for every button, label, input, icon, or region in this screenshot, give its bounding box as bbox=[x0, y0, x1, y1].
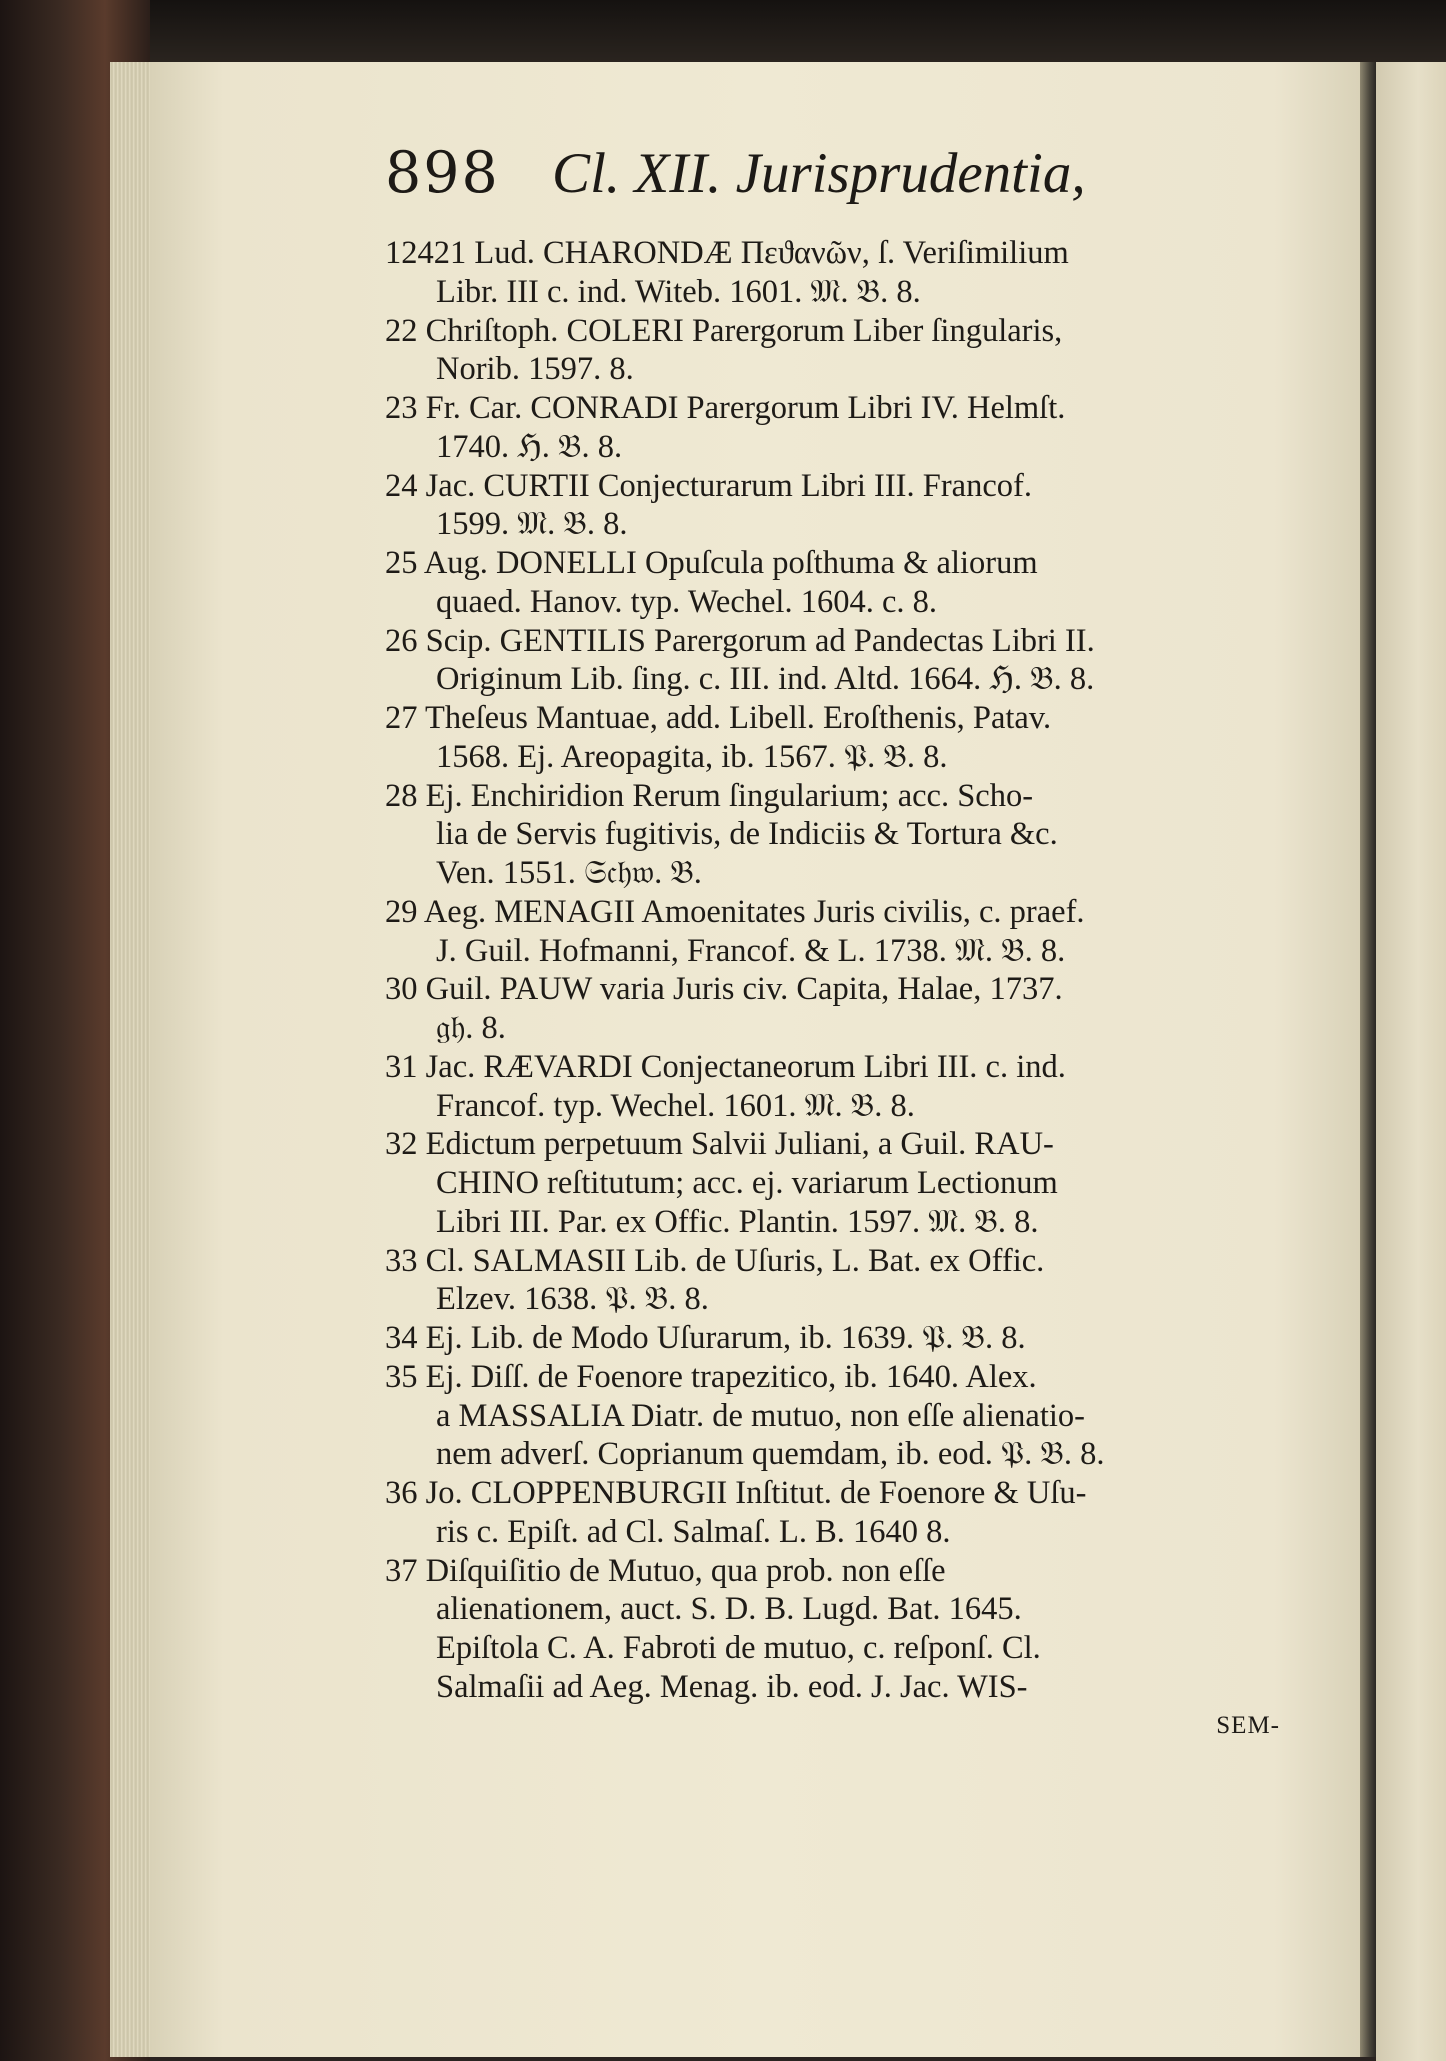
entry-line: 26 Scip. GENTILIS Parergorum ad Pandectas Libri II. bbox=[385, 622, 1095, 659]
entry-line: CHINO reſtitutum; acc. ej. variarum Lectionum bbox=[436, 1165, 1058, 1201]
entry-line: 24 Jac. CURTII Conjecturarum Libri III. Francof. bbox=[385, 467, 1032, 504]
entry-line: lia de Servis fugitivis, de Indiciis & Tortura &c. bbox=[436, 816, 1058, 853]
entry-line: 1599. 𝔐. 𝔅. 8. bbox=[436, 506, 628, 543]
entry-line: J. Guil. Hofmanni, Francof. & L. 1738. 𝔐. 𝔅. 8. bbox=[436, 932, 1066, 969]
running-header bbox=[385, 140, 1285, 220]
entry-line: Epiſtola C. A. Fabroti de mutuo, c. reſponſ. Cl. bbox=[436, 1630, 1041, 1666]
entry-line: 23 Fr. Car. CONRADI Parergorum Libri IV. Helmſt. bbox=[385, 390, 1066, 426]
entry-line: Libr. III c. ind. Witeb. 1601. 𝔐. 𝔅. 8. bbox=[436, 273, 921, 310]
book-cover-top bbox=[0, 0, 1446, 62]
entry-line: Libri III. Par. ex Offic. Plantin. 1597. 𝔐. 𝔅. 8. bbox=[436, 1203, 1039, 1240]
entry-line: Francof. typ. Wechel. 1601. 𝔐. 𝔅. 8. bbox=[436, 1087, 915, 1124]
entry-line: Salmaſii ad Aeg. Menag. ib. eod. J. Jac. WIS- bbox=[436, 1668, 1028, 1705]
entry-line: 27 Theſeus Mantuae, add. Libell. Eroſthenis, Patav. bbox=[385, 700, 1052, 736]
entry-line: 28 Ej. Enchiridion Rerum ſingularium; acc. Scho- bbox=[385, 777, 1034, 814]
entry-line: 31 Jac. RÆVARDI Conjectaneorum Libri III. c. ind. bbox=[385, 1048, 1066, 1085]
entry-line: 33 Cl. SALMASII Lib. de Uſuris, L. Bat. ex Offic. bbox=[385, 1242, 1045, 1279]
entry-line: 36 Jo. CLOPPENBURGII Inſtitut. de Foenore & Uſu- bbox=[385, 1475, 1087, 1511]
book-gutter bbox=[1360, 62, 1376, 2057]
catchword: SEM- bbox=[1216, 1711, 1280, 1739]
entry-line: 32 Edictum perpetuum Salvii Juliani, a Guil. RAU- bbox=[385, 1126, 1054, 1163]
entry-line: Elzev. 1638. 𝔓. 𝔅. 8. bbox=[436, 1281, 709, 1318]
entry-line: 30 Guil. PAUW varia Juris civ. Capita, Halae, 1737. bbox=[385, 971, 1063, 1008]
facing-page-edge bbox=[1376, 62, 1446, 2061]
entry-line: ris c. Epiſt. ad Cl. Salmaſ. L. B. 1640 8. bbox=[436, 1513, 951, 1550]
running-title: Cl. XII. Jurisprudentia, bbox=[552, 142, 1086, 205]
entry-line: Originum Lib. ſing. c. III. ind. Altd. 1664. ℌ. 𝔅. 8. bbox=[436, 661, 1095, 698]
entry-line: nem adverſ. Coprianum quemdam, ib. eod. 𝔓. 𝔅. 8. bbox=[436, 1436, 1105, 1473]
entry-line: Norib. 1597. 8. bbox=[436, 351, 634, 388]
entry-line: a MASSALIA Diatr. de mutuo, non eſſe alienatio- bbox=[436, 1397, 1085, 1434]
entry-line: 35 Ej. Diſſ. de Foenore trapezitico, ib. 1640. Alex. bbox=[385, 1358, 1037, 1395]
entry-line: 25 Aug. DONELLI Opuſcula poſthuma & aliorum bbox=[385, 545, 1038, 581]
entry-line: 1568. Ej. Areopagita, ib. 1567. 𝔓. 𝔅. 8. bbox=[436, 738, 948, 775]
entry-line: quaed. Hanov. typ. Wechel. 1604. c. 8. bbox=[436, 583, 938, 620]
catalog-entries bbox=[385, 234, 1285, 1745]
entry-line: 22 Chriſtoph. COLERI Parergorum Liber ſingularis, bbox=[385, 312, 1063, 349]
entry-line: 34 Ej. Lib. de Modo Uſurarum, ib. 1639. 𝔓. 𝔅. 8. bbox=[385, 1320, 1026, 1356]
entry-line: 𝔤𝔥. 8. bbox=[436, 1010, 506, 1046]
entry-line: alienationem, auct. S. D. B. Lugd. Bat. 1645. bbox=[436, 1591, 1022, 1628]
entry-line: 37 Diſquiſitio de Mutuo, qua prob. non eſſe bbox=[385, 1552, 946, 1589]
page-number: 898 bbox=[385, 140, 500, 206]
entry-line: 12421 Lud. CHARONDÆ Πεϑανῶν, ſ. Veriſimilium bbox=[385, 235, 1069, 271]
entry-line: 29 Aeg. MENAGII Amoenitates Juris civilis, c. praef. bbox=[385, 893, 1085, 930]
entry-line: 1740. ℌ. 𝔅. 8. bbox=[436, 428, 623, 465]
entry-line: Ven. 1551. 𝔖𝔠𝔥𝔴. 𝔅. bbox=[436, 855, 702, 891]
